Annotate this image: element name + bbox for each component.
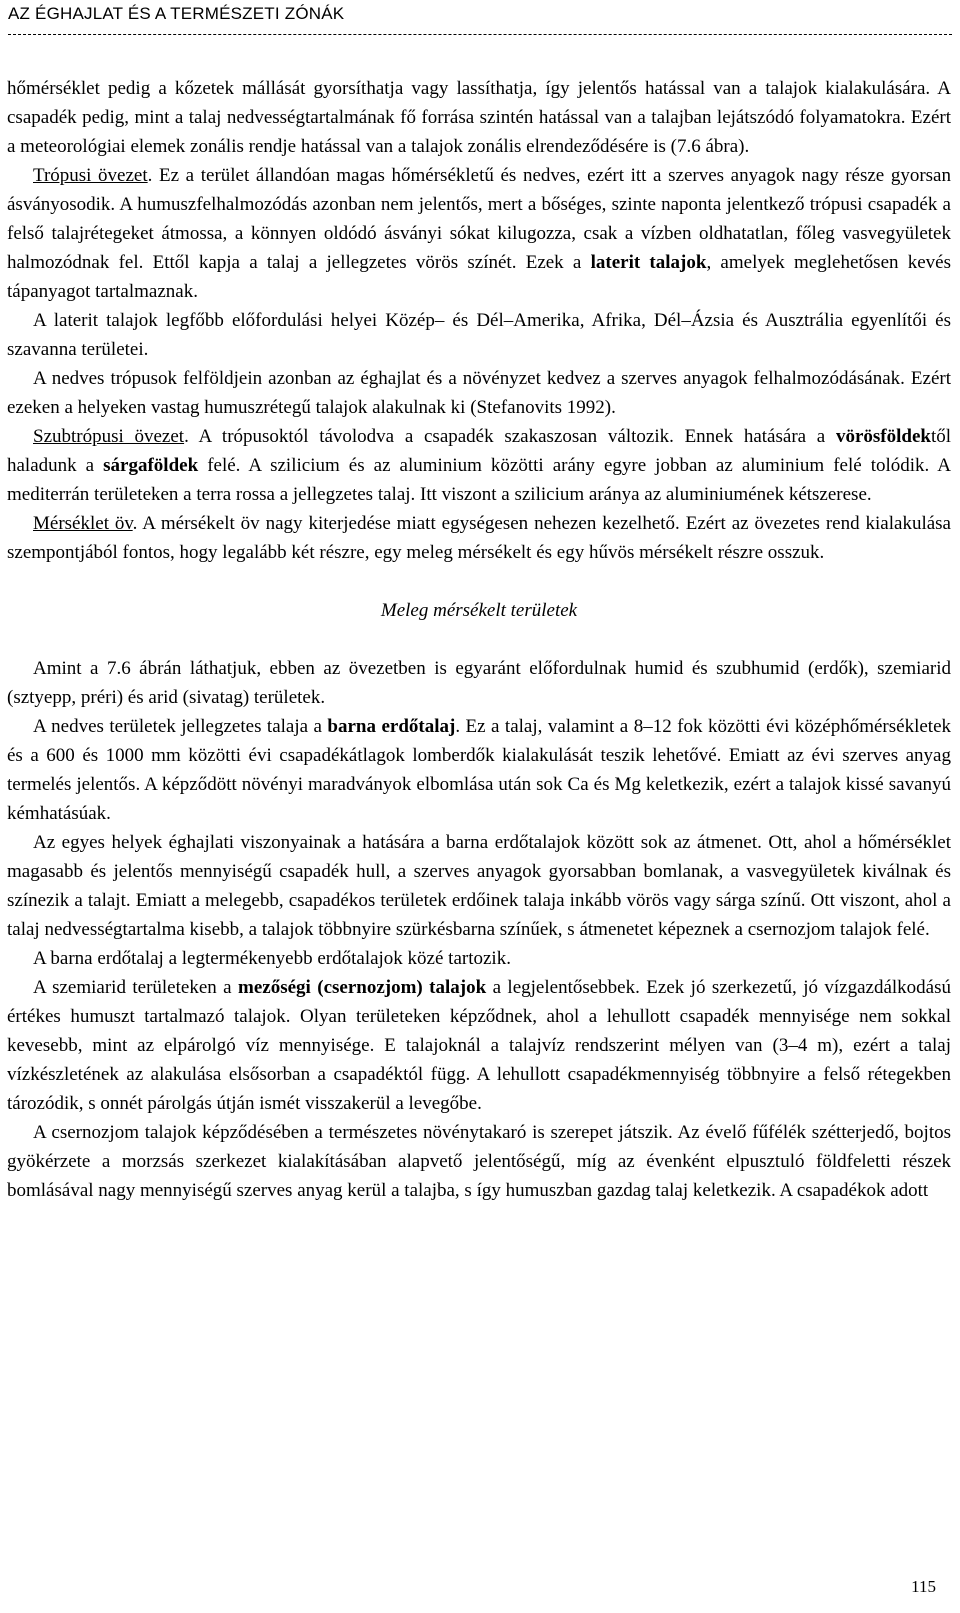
term-chernozem-soils: mezőségi (csernozjom) talajok: [238, 977, 487, 998]
term-red-soils: vörösföldek: [835, 426, 931, 447]
paragraph-1: hőmérséklet pedig a kőzetek mállását gyorsíthatja vagy lassíthatja, így jelentős hatással van a talajok kialakulására. A csapadék pedig, mint a talaj nedvességtartalmának fő forrása szintén hatással van a talajban lejátszódó folyamatokra. Ezért a meteorológiai elemek zonális rendje hatással van a talajok zonális elrendeződésére is (7.6 ábra).: [7, 78, 951, 157]
paragraph-temperate-zone: Mérséklet öv. A mérsékelt öv nagy kiterjedése miatt egységesen nehezen kezelhető. Ezért az övezetes rend kialakulása szempontjából fontos, hogy legalább két részre, egy meleg mérsékelt és egy hűvös mérsékelt részre osszuk.: [7, 513, 951, 563]
paragraph-highlands: A nedves trópusok felföldjein azonban az éghajlat és a növényzet kedvez a szerves anyagok felhalmozódásának. Ezért ezeken a helyeken vastag humuszrétegű talajok alakulnak ki (Stefanovits 1992).: [7, 368, 951, 418]
paragraph-chernozem-vegetation: A csernozjom talajok képződésében a természetes növénytakaró is szerepet játszik. Az évelő fűfélék szétterjedő, bojtos gyökérzete a morzsás szerkezet kialakításában alapvető jelentőségű, míg az évenként elpusztuló földfeletti részek bomlásával nagy mennyiségű szerves anyag kerül a talajba, s így humuszban gazdag talaj keletkezik. A csapadékok adott: [7, 1122, 951, 1201]
header-divider: [8, 34, 952, 35]
paragraph-figure-reference: Amint a 7.6 ábrán láthatjuk, ebben az övezetben is egyaránt előfordulnak humid és szubhumid (erdők), szemiarid (sztyepp, préri) és arid (sivatag) területek.: [7, 658, 951, 708]
paragraph-laterite-locations: A laterit talajok legfőbb előfordulási helyei Közép– és Dél–Amerika, Afrika, Dél–Ázsia és Ausztrália egyenlítői és szavanna területei.: [7, 310, 951, 360]
section-lead-subtropical: Szubtrópusi övezet: [33, 426, 185, 447]
running-header: AZ ÉGHAJLAT ÉS A TERMÉSZETI ZÓNÁK: [8, 4, 345, 23]
section-lead-tropical: Trópusi övezet: [33, 165, 148, 186]
paragraph-subtropical-zone: Szubtrópusi övezet. A trópusoktól távolodva a csapadék szakaszosan változik. Ennek hatására a vörösföldektől haladunk a sárgaföldek felé. A szilicium és az aluminium közötti arány egyre jobban az aluminium felé tolódik. A mediterrán területeken a terra rossa a jellegzetes talaj. Itt viszont a szilicium aránya az aluminiumének kétszerese.: [7, 426, 952, 505]
section-heading-warm-temperate: Meleg mérsékelt területek: [380, 600, 578, 621]
paragraph-chernozem: A szemiarid területeken a mezőségi (csernozjom) talajok a legjelentősebbek. Ezek jó szerkezetű, jó vízgazdálkodású értékes humuszt tartalmazó talajok. Olyan területeken képződnek, ahol a lehullott csapadék mennyisége nem sokkal kevesebb, mint az elpárolgó víz mennyisége. E talajoknál a talajvíz rendszerint mélyen van (3–4 m), ezért a talaj vízkészletének az alakulása elsősorban a csapadéktól függ. A lehullott csapadékmennyiség többnyire a felső rétegekben tározódik, s onnét párolgás útján ismét visszakerül a levegőbe.: [7, 977, 952, 1114]
term-brown-forest-soil: barna erdőtalaj: [327, 716, 456, 737]
term-yellow-soils: sárgaföldek: [103, 455, 199, 476]
section-lead-temperate: Mérséklet öv: [33, 513, 133, 534]
paragraph-brown-forest-soil: A nedves területek jellegzetes talaja a barna erdőtalaj. Ez a talaj, valamint a 8–12 fok közötti évi középhőmérsékletek és a 600 és 1000 mm közötti évi csapadékátlagok lomberdők kialakulását teszik lehetővé. Emiatt az évi szerves anyag termelés jelentős. A képződött növényi maradványok elbomlása után sok Ca és Mg keletkezik, ezért a talajok kissé savanyú kémhatásúak.: [7, 716, 952, 824]
paragraph-transitions: Az egyes helyek éghajlati viszonyainak a hatására a barna erdőtalajok között sok az átmenet. Ott, ahol a hőmérséklet magasabb és jelentős mennyiségű csapadék hull, a szerves anyagok gyorsabban bomlanak, a vasvegyületek kiválnak és színezik a talajt. Emiatt a melegebb, csapadékos területek erdőinek talaja inkább vörös vagy sárga színű. Ott viszont, ahol a talaj nedvességtartalma kisebb, a talajok többnyire szürkésbarna színűek, s átmenetet képeznek a csernozjom talajok felé.: [7, 832, 951, 940]
paragraph-tropical-zone: Trópusi övezet. Ez a terület állandóan magas hőmérsékletű és nedves, ezért itt a szerves anyagok nagy része gyorsan ásványosodik. A humuszfelhalmozódás azonban nem jelentős, mert a bőséges, szinte naponta jelentkező trópusi csapadék a felső talajrétegeket átmossa, a könnyen oldódó ásványi sókat kilugozza, csak a vízben oldhatatlan, főleg vasvegyületek halmozódnak fel. Ettől kapja a talaj a jellegzetes vörös színét. Ezek a laterit talajok, amelyek meglehetősen kevés tápanyagot tartalmaznak.: [7, 165, 951, 302]
paragraph-fertility: A barna erdőtalaj a legtermékenyebb erdőtalajok közé tartozik.: [33, 948, 511, 969]
body-text: [7, 74, 951, 1205]
term-laterite-soils: laterit talajok: [590, 252, 707, 273]
page-number: 115: [911, 1577, 936, 1596]
